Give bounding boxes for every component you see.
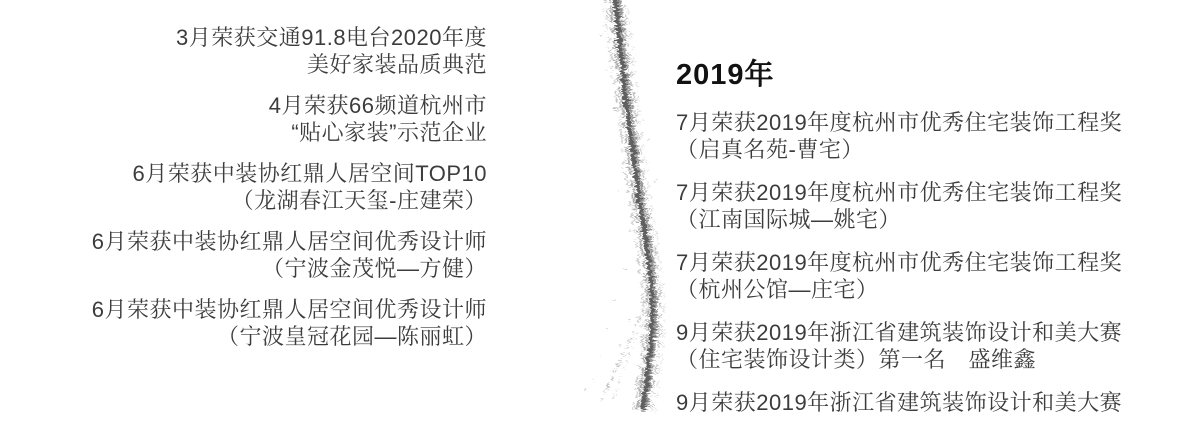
award-line-2: （住宅装饰设计类）第一名 盛维鑫 [676, 347, 1037, 372]
award-line-1: 7月荣获2019年度杭州市优秀住宅装饰工程奖 [676, 180, 1123, 205]
award-line-1: 6月荣获中装协红鼎人居空间优秀设计师 [91, 297, 487, 322]
awards-2019-column [676, 60, 1176, 432]
year-heading: 2019年 [676, 59, 775, 91]
award-item [0, 24, 487, 78]
award-item [0, 92, 487, 146]
awards-2020-column [0, 24, 487, 364]
award-item [676, 179, 1176, 233]
award-item [676, 109, 1176, 163]
award-line-2: （龙湖春江天玺-庄建荣） [231, 188, 487, 213]
award-line-1: 7月荣获2019年度杭州市优秀住宅装饰工程奖 [676, 250, 1123, 275]
award-item [0, 160, 487, 214]
award-line-1: 7月荣获2019年度杭州市优秀住宅装饰工程奖 [676, 110, 1123, 135]
award-item [676, 319, 1176, 373]
award-line-1: 9月荣获2019年浙江省建筑装饰设计和美大赛 [676, 390, 1123, 415]
award-line-2: （杭州公馆—庄宅） [676, 277, 879, 302]
award-line-2: （江南国际城—姚宅） [676, 207, 902, 232]
award-line-2: “贴心家装”示范企业 [291, 120, 487, 145]
award-item [0, 296, 487, 350]
award-item [676, 249, 1176, 303]
award-line-1: 6月荣获中装协红鼎人居空间TOP10 [132, 161, 487, 186]
award-item [0, 228, 487, 282]
award-line-1: 9月荣获2019年浙江省建筑装饰设计和美大赛 [676, 320, 1123, 345]
award-item [676, 389, 1176, 416]
award-line-1: 6月荣获中装协红鼎人居空间优秀设计师 [91, 229, 487, 254]
award-line-2: （启真名苑-曹宅） [676, 137, 864, 162]
award-line-1: 4月荣获66频道杭州市 [268, 93, 487, 118]
award-line-2: （宁波金茂悦—方健） [261, 256, 487, 281]
award-line-2: （宁波皇冠花园—陈丽虹） [216, 324, 487, 349]
award-line-1: 3月荣获交通91.8电台2020年度 [176, 25, 487, 50]
ink-brush-stroke-icon [555, 0, 685, 400]
award-line-2: 美好家装品质典范 [306, 52, 487, 77]
ink-brush-stroke-divider [555, 0, 685, 400]
